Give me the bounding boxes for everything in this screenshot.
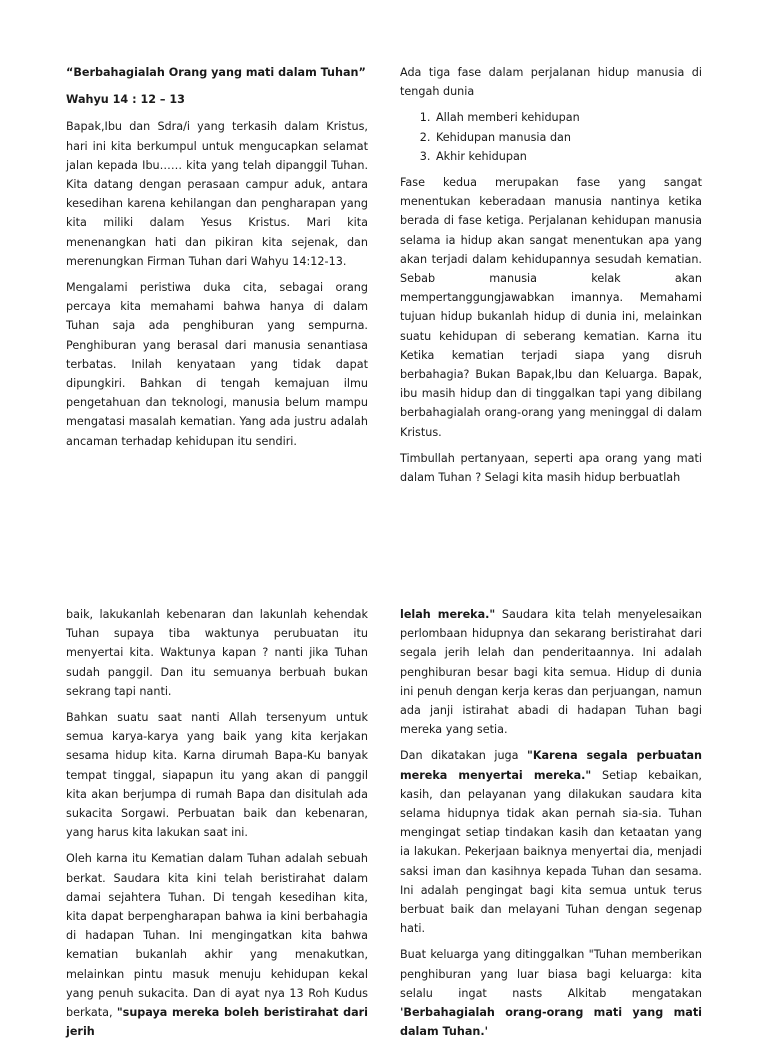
bold-quote: lelah mereka." xyxy=(400,608,496,621)
paragraph xyxy=(400,746,702,938)
paragraph: Timbullah pertanyaan, seperti apa orang yang mati dalam Tuhan ? Selagi kita masih hidup berbuatlah xyxy=(400,451,702,485)
scripture-reference: Wahyu 14 : 12 – 13 xyxy=(66,93,185,107)
paragraph xyxy=(400,605,702,739)
paragraph-text: Saudara kita telah menyelesaikan perlombaan hidupnya dan sekarang beristirahat dari segala jerih lelah dan penderitaannya. Ini adalah penghiburan besar bagi kita semua. Hidup di dunia ini penuh dengan kerja keras dan perjuangan, namun ada janji istirahat abadi di hadapan Tuhan bagi mereka yang setia. xyxy=(400,608,702,737)
paragraph-text: Setiap kebaikan, kasih, dan pelayanan yang dilakukan saudara kita selama hidupnya tidak akan pernah sia-sia. Tuhan mengingat setiap tindakan kasih dan ketaatan yang ia lakukan. Pekerjaan baiknya menyertai dia, menjadi saksi iman dan kasihnya kepada Tuhan dan sesama. Ini adalah pengingat bagi kita semua untuk terus berbuat baik dan melayani Tuhan dengan segenap hati. xyxy=(400,768,702,936)
list-item: 1. Allah memberi kehidupan xyxy=(434,108,702,127)
page2-left-column xyxy=(66,605,368,1048)
paragraph: baik, lakukanlah kebenaran dan lakunlah kehendak Tuhan supaya tiba waktunya perubuatan itu menyertai kita. Waktunya kapan ? nanti jika Tuhan sudah panggil. Dan itu semuanya berbuah bukan sekrang tapi nanti. xyxy=(66,608,368,698)
paragraph-text: Dan dikatakan juga xyxy=(400,749,527,763)
list-item: 3. Akhir kehidupan xyxy=(434,147,702,166)
paragraph xyxy=(400,945,702,1041)
bold-quote: "supaya mereka boleh beristirahat dari jerih xyxy=(66,1006,368,1039)
list-item: 2. Kehidupan manusia dan xyxy=(434,128,702,147)
bold-quote: 'Berbahagialah orang-orang mati yang mati dalam Tuhan.' xyxy=(400,1006,702,1039)
paragraph: Ada tiga fase dalam perjalanan hidup manusia di tengah dunia xyxy=(400,66,702,99)
paragraph: Fase kedua merupakan fase yang sangat menentukan keberadaan manusia nantinya ketika berada di fase ketiga. Perjalanan kehidupan manusia selama ia hidup akan sangat menentukan apa yang akan terjadi dalam kehidupannya sesudah kematian. Sebab manusia kelak akan mempertanggungjawabkan imannya. Memahami tujuan hidup bukanlah hidup di dunia ini, melainkan suatu kehidupan di seberang kematian. Karna itu Ketika kematian terjadi siapa yang disruh berbahagia? Bukan Bapak,Ibu dan Keluarga. Bapak, ibu masih hidup dan di tinggalkan tapi yang dibilang berbahagialah orang-orang yang meninggal di dalam Kristus. xyxy=(400,176,702,439)
page2-right-column xyxy=(400,605,702,1048)
page1-right-column xyxy=(400,63,702,494)
paragraph-text: Oleh karna itu Kematian dalam Tuhan adalah sebuah berkat. Saudara kita kini telah beristirahat dalam damai sejahtera Tuhan. Di tengah kesedihan kita, kita dapat berpengharapan bahwa ia kini berbahagia di hadapan Tuhan. Ini mengingatkan kita bahwa kematian bukanlah akhir yang menakutkan, melainkan pintu masuk menuju kehidupan kekal yang penuh sukacita. Dan di ayat nya 13 Roh Kudus berkata, xyxy=(66,852,368,1020)
phase-list xyxy=(400,108,702,166)
paragraph-text: Buat keluarga yang ditinggalkan "Tuhan memberikan penghiburan yang luar biasa bagi keluarga: kita selalu ingat nasts Alkitab mengatakan xyxy=(400,948,702,1000)
paragraph: Bahkan suatu saat nanti Allah tersenyum untuk semua karya-karya yang baik yang kita kerjakan sesama hidup kita. Karna dirumah Bapa-Ku banyak tempat tinggal, siapapun itu yang akan di panggil kita akan berjumpa di rumah Bapa dan disitulah ada sukacita Sorgawi. Perbuatan baik dan kebenaran, yang harus kita lakukan saat ini. xyxy=(66,711,368,840)
paragraph: Bapak,Ibu dan Sdra/i yang terkasih dalam Kristus, hari ini kita berkumpul untuk mengucapkan selamat jalan kepada Ibu…… kita yang telah dipanggil Tuhan. Kita datang dengan perasaan campur aduk, antara kesedihan karena kehilangan dan pengharapan yang kita miliki dalam Yesus Kristus. Mari kita menenangkan hati dan pikiran kita sejenak, dan merenungkan Firman Tuhan dari Wahyu 14:12-13. xyxy=(66,120,368,268)
paragraph: Mengalami peristiwa duka cita, sebagai orang percaya kita memahami bahwa hanya di dalam Tuhan saja ada penghiburan yang sempurna. Penghiburan yang berasal dari manusia senantiasa terbatas. Inilah kenyataan yang tidak dapat dipungkiri. Bahkan di tengah kemajuan ilmu pengetahuan dan teknologi, manusia belum mampu mengatasi masalah kematian. Yang ada justru adalah ancaman terhadap kehidupan itu sendiri. xyxy=(66,281,368,448)
paragraph xyxy=(66,849,368,1041)
bold-quote: "Karena segala perbuatan mereka menyertai mereka." xyxy=(400,749,702,782)
page1-left-column xyxy=(66,63,368,458)
sermon-title: “Berbahagialah Orang yang mati dalam Tuhan” xyxy=(66,66,366,79)
